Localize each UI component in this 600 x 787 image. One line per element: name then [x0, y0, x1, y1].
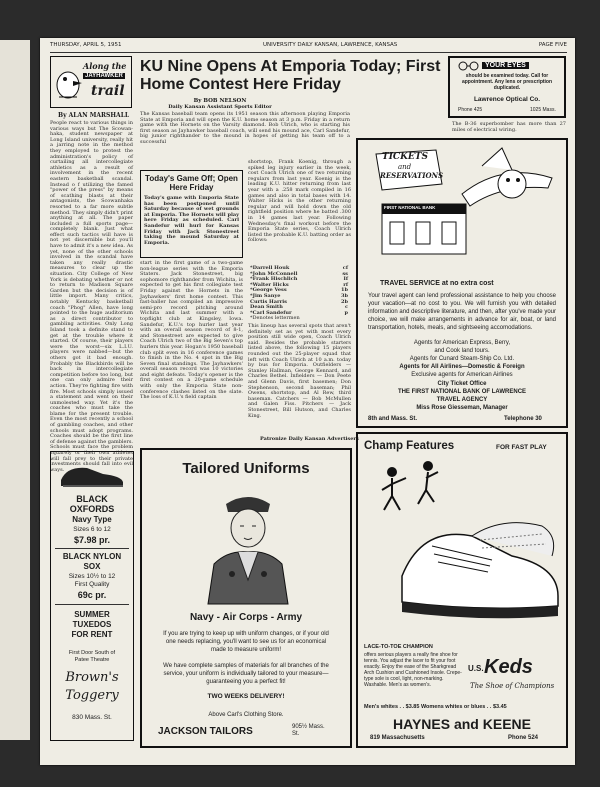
story-byline2: Daily Kansan Assistant Sports Editor: [168, 104, 272, 110]
eyeglasses-icon: [458, 61, 480, 71]
tux-line1: SUMMER: [74, 610, 110, 619]
uniforms-p2: We have complete samples of materials for all branches of the service, your uniform is individually tailored to your measure—guaranteeing you a perfect fit!: [163, 663, 329, 685]
oxfords-line3: Navy Type: [72, 515, 112, 524]
travel-agents3: Agents for Cunard Steam-Ship Co. Ltd.: [409, 356, 515, 362]
tux-line2: TUXEDOS: [72, 620, 112, 629]
store-name-line1: Brown's: [65, 670, 119, 685]
story-column-2: shortstop, Frank Koenig, through a spiked leg injury earlier in the week, cost Coach Ulrich one of two returning regulars from last year. Koenig is the leading K.U. hitter returning from last year with a .258 mark compiled in 16 games and also in total bases with 14. Walter Hicks is the other returning regular and will hold down the old rightfield position where he batted .300 in 14 games last year. Following Wednesday's final workout before the Emporia State series, Coach Ulrich listed the probable K.U. batting order as follows:: [248, 159, 351, 244]
airplane-bank-illustration-icon: [362, 144, 562, 264]
optical-title: YOUR EYES: [482, 62, 529, 69]
uniforms-p1: If you are trying to keep up with uniform changes, or if your old one needs replacing, you'll want to see us for an economical made to measure uniform!: [163, 631, 329, 653]
lineup-row: *Jim Sanye 3b: [250, 292, 348, 299]
postponed-box: [140, 170, 243, 258]
lineup-row: *John McConnell ss: [250, 270, 348, 277]
story-lead: The Kansas baseball team opens its 1951 season this afternoon playing Emporia State at Emporia and will open the K.U. home season at 3 p.m. Friday in a return game with the Hornets on the Varsity diamond. Bob Ulrich, who is starting his first season as Jayhawker baseball coach, will send his mound ace, Carl Sandefur, big junior righthander to the mound in hopes of getting his team off to a successful: [140, 111, 350, 145]
travel-office: City Ticket Office: [437, 381, 487, 387]
optical-text: should be examined today. Call for appointment. Any lens or prescription duplicated.: [461, 73, 553, 91]
champ-prices: Men's whites . . $3.85 Womens whites or blues . . $3.45: [364, 704, 507, 710]
lineup-row: *George Vess 1b: [250, 287, 348, 294]
header-date: THURSDAY, APRIL 5, 1951: [50, 42, 122, 48]
soldier-illustration-icon: [188, 484, 308, 604]
store-address: 819 Massachusetts: [370, 735, 425, 741]
travel-address: 8th and Mass. St.: [368, 416, 418, 422]
travel-phone: Telephone 30: [504, 416, 542, 422]
header-page: PAGE FIVE: [538, 42, 567, 48]
optical-address: 1025 Mass.: [530, 107, 556, 113]
sox-price: 69c pr.: [77, 590, 107, 600]
travel-title: TRAVEL SERVICE at no extra cost: [380, 280, 494, 287]
optical-ad: [448, 56, 566, 118]
ad-divider: [55, 604, 129, 605]
lineup-list: [250, 266, 348, 322]
store-name: HAYNES and KEENE: [393, 716, 531, 732]
ticket-text3: RESERVATIONS: [380, 171, 444, 180]
lineup-row: *Carl Sandefur p: [250, 309, 348, 316]
travel-body: Your travel agent can lend professional assistance to help you choose your vacation—at no cost to you. We will furnish you with detailed information and descriptive literature, and then, after you've made your choice, we will make arrangements in advance for air, boat, or land transportation, hotels, meals, and sightseeing accomodations.: [368, 293, 556, 331]
logo-line1: Along the: [83, 61, 127, 71]
optical-name: Lawrence Optical Co.: [473, 96, 541, 103]
column-byline: By ALAN MARSHALL: [58, 112, 130, 119]
oxford-shoe-icon: [57, 458, 127, 490]
uniforms-address: 905½ Mass. St.: [292, 724, 325, 737]
postponed-text: Today's game with Emporia State has been postponed until Saturday because of wet grounds at Emporia. The Hornets will play here Friday as scheduled. Carl Sandefur will hurl for Kansas Friday with Jack Stonestreet taking the mound Saturday at Emporia.: [144, 195, 239, 246]
keds-brand: Keds: [484, 656, 533, 678]
story-headline: KU Nine Opens At Emporia Today; First Home Contest Here Friday: [140, 58, 441, 93]
story-column-2b: This lineup has several spots that aren't definitely set as yet with most every position still wide open, Coach Ulrich said. Besides the probable starters listed above, the following 15 players rounded out the 25-player squad that left with Coach Ulrich at 10 a.m. today by bus for Emporia. Outfielders — Stanley Hallman, George Kennard, and Charles Bethel. Infielders — Don Peete and Glenn Davis, first basemen; Don Stephenson, second baseman; Phil Owens, shortstop, and Al Rew, third baseman. Catchers — Bob McMullen and Galen Fiss. Pitchers — Jack Stonestreet, Bill Hutson, and Charles King.: [248, 323, 351, 419]
travel-dept: TRAVEL AGENCY: [436, 397, 488, 403]
newspaper-page: [40, 38, 575, 765]
column-body: People react to various things in various ways but The Scowan-haka, student newspaper at Long Island university, really hit a jarring note in the method they employed to protest the administration's policy of curtailing all intercollegiate athletics as a result of involvement in the recent eastern basketball scandal. Instead o f utilizing the famed "power of the press" by means of scathing blasts at their antagonists, the Scowanhaka resorted to a far more subtle method. They simply didn't print anything at all. The paper included a full sports page—completely blank. Just what effect such tactics will have is not yet discernible but you'll have to admit it's a new idea. As yet, none of the other schools involved in the scandal have taken any really drastic measures to clear up the situation. City College of New York is debating whether or not to return to Madison Square Garden but the decision is of little import. Many critics, notably Kentucky basketball coach "Phog" Allen, have long pointed to the huge auditorium as a direct contributor to gambling activities. Only Long Island took a definite stand to get at the trouble where it started. Of course, their players were the worst—six L.I.U. players were nabbed—but the others got it bad enough. Probably the Blackbirds will be back in intercollegiate competition before too long, but one can only admire their action. They're fighting fire with fire. Most schools simply issued a statement and went on their unmolested way. Yet it's the coaches who must take the blame for the present trouble. Even the most recently a school of gambling coaches, and other schools must adopt programs. Coaches should be the first line of defense against the gamblers. Schools must face the problem squarely or their own athletes will fall prey to their private investments should fall into evil ways.: [50, 120, 133, 473]
uniforms-branches: Navy - Air Corps - Army: [189, 612, 303, 623]
sox-line2: SOX: [83, 562, 101, 571]
adjacent-page-edge: [0, 40, 30, 740]
page-header: [50, 42, 567, 53]
ticket-text1: TICKETS: [382, 152, 428, 162]
champ-title1: Champ Features: [364, 440, 455, 452]
bank-sign: FIRST NATIONAL BANK: [384, 205, 436, 210]
patronize-note: Patronize Daily Kansan Advertisers: [260, 436, 359, 442]
haynes-keene-ad: [356, 432, 568, 748]
travel-agents5: Exclusive agents for American Airlines: [411, 372, 513, 378]
sox-line1: BLACK NYLON: [62, 552, 122, 561]
story-byline: By BOB NELSON: [193, 98, 247, 104]
travel-agents1: Agents for American Express, Berry,: [413, 340, 511, 346]
travel-bank: THE FIRST NATIONAL BANK OF LAWRENCE: [397, 389, 527, 395]
postponed-title: Today's Game Off; Open Here Friday: [145, 174, 238, 192]
oxfords-line2: OXFORDS: [69, 504, 115, 514]
column-logo: [50, 56, 132, 108]
sox-sizes: Sizes 10½ to 12: [68, 573, 116, 580]
store-door: First Door South of Patee Theatre: [68, 650, 116, 663]
oxfords-sizes: Sizes 6 to 12: [73, 526, 111, 533]
store-phone: Phone 524: [508, 735, 539, 741]
lineup-row: Dean Smith c: [250, 304, 348, 311]
uniforms-name: JACKSON TAILORS: [158, 726, 253, 737]
ticket-text2: and: [398, 163, 412, 171]
lineup-row: *Frank Hischlich If: [250, 276, 348, 283]
champ-desc: offers serious players a really fine shoe for tennis. You adjust the lacer to fit your foot exactly. Enjoy the ease of the Sharkgread Arch Cushion and Cushioned Insole. Crepe-type sole is cool, light, non-marking. Washable. Men's as women's.: [364, 652, 462, 688]
store-address: 830 Mass. St.: [72, 714, 112, 721]
lettermen-note: *Denotes lettermen: [250, 315, 300, 322]
optical-phone: Phone 425: [458, 107, 483, 113]
travel-agents4: Agents for All Airlines—Domestic & Foreign: [399, 364, 525, 370]
keds-us: U.S.: [468, 664, 484, 673]
sox-quality: First Quality: [74, 581, 110, 588]
story-column-1: start in the first game of a two-game non-league series with the Emporia Staters. Jack Stonestreet, big sophomore righthander from Wichita, is expected to get his first collegiate test Friday against the Hornets in the Jayhawkers' first home contest. This fast-baller has compiled an impressive semi-pro record pitching around Wichita and last summer with a topflight club at Kingsley, Iowa. Sandefur, K.U.'s top hurler last year with an overall season record of 8-1, and Stonestreet are expected to give Coach Ulrich two of the Big Seven's top hurlers this year. Hogan's 1950 baseball club split even in 16 conference games to finish in the No. 4 spot in the Big Seven final standings. The Jayhawkers' overall season record was 10 victories and eight defeats. Today's opener is the first contest on a 20-game schedule with only the Emporia State non-conference clashes listed on the slate. The loss of K.U.'s field captain: [140, 260, 243, 401]
oxfords-price: $7.98 pr.: [73, 535, 111, 545]
travel-agency-ad: [356, 138, 568, 428]
oxfords-line1: BLACK: [76, 494, 108, 504]
travel-agents2: and Cook land tours.: [434, 348, 490, 354]
lineup-row: *Darrell Houk cf: [250, 265, 348, 271]
logo-line2: JAYHAWKER: [85, 73, 123, 79]
champ-desc-title: LACE-TO-TOE CHAMPION: [364, 644, 433, 650]
uniforms-title: Tailored Uniforms: [182, 460, 310, 477]
ad-divider: [55, 548, 129, 549]
browns-toggery-ad: [50, 451, 134, 741]
travel-manager: Miss Rose Giesseman, Manager: [416, 405, 508, 411]
jackson-tailors-ad: [140, 448, 352, 748]
jayhawk-icon: [53, 63, 83, 103]
keds-slogan: The Shoe of Champions: [470, 682, 555, 690]
tux-line3: FOR RENT: [71, 630, 113, 639]
tennis-shoe-illustration-icon: [362, 456, 562, 636]
uniforms-delivery: TWO WEEKS DELIVERY!: [207, 693, 285, 700]
store-name-line2: Toggery: [65, 688, 119, 703]
logo-line3: trail: [91, 83, 125, 99]
champ-title2: FOR FAST PLAY: [496, 444, 547, 451]
lineup-row: Curtis Harris 2b: [250, 298, 348, 305]
b36-filler: The B-36 superbomber has more than 27 miles of electrical wiring.: [452, 121, 566, 133]
header-paper: UNIVERSITY DAILY KANSAN, LAWRENCE, KANSAS: [263, 42, 398, 48]
uniforms-above: Above Carl's Clothing Store.: [208, 712, 284, 718]
lineup-row: *Walter Hicks rf: [250, 281, 348, 288]
